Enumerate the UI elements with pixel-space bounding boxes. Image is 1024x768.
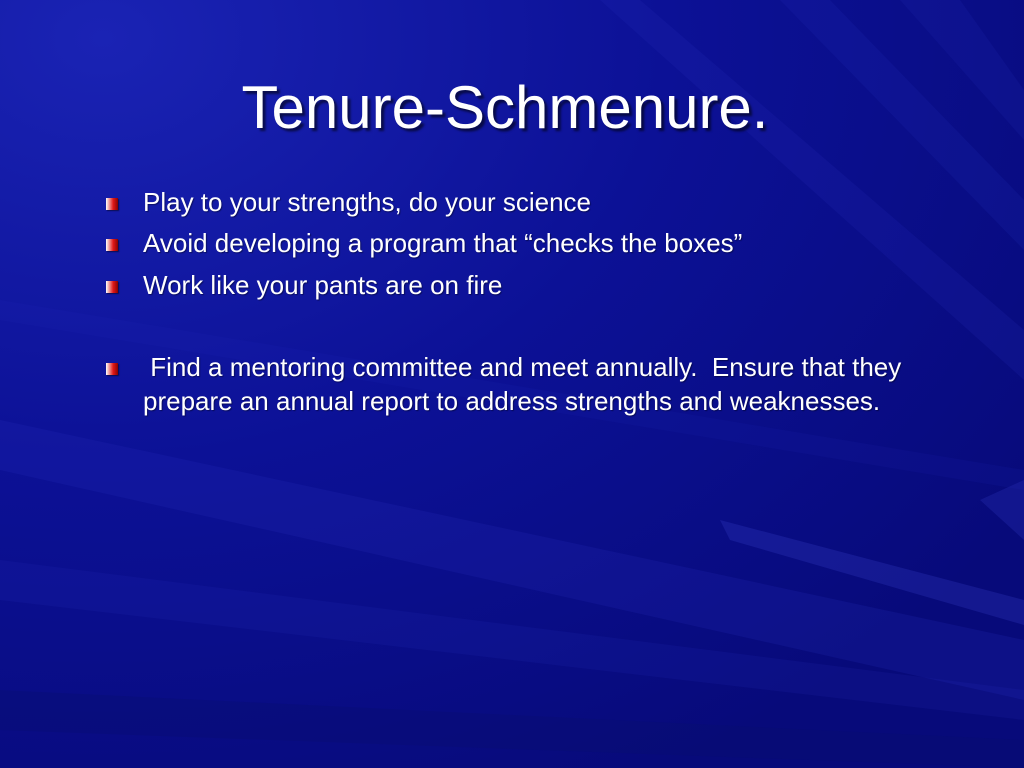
bullet-text: Play to your strengths, do your science [143,187,592,217]
bullet-text: Work like your pants are on fire [143,270,503,300]
bullet-text: Find a mentoring committee and meet annually. Ensure that they prepare an annual report to address strengths and weaknesses. [143,352,909,416]
bullet-square-icon [106,239,118,251]
bullet-square-icon [106,363,118,375]
bullet-text: Avoid developing a program that “checks the boxes” [143,228,743,258]
bullet-square-icon [106,281,118,293]
bullet-square-icon [106,198,118,210]
slide-title: Tenure-Schmenure. [241,74,769,141]
